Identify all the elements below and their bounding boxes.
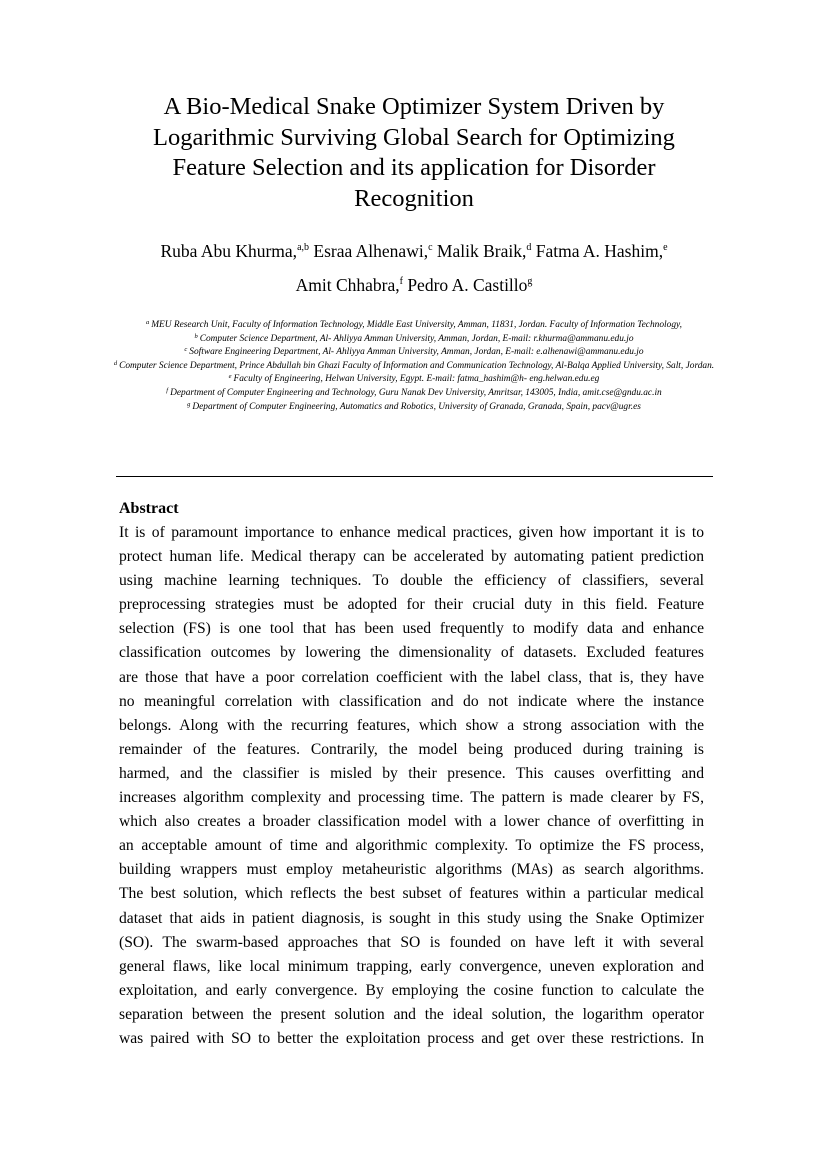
abstract-line: general flaws, like local minimum trapping, early convergence, uneven exploration and [119,957,704,975]
affiliation [110,360,718,374]
paper-title [120,92,708,214]
abstract-line: building wrappers must employ metaheuristic algorithms (MAs) as search algorithms. [119,861,704,879]
title-line: Feature Selection and its application for Disorder [172,154,656,181]
affiliation [110,401,718,415]
affiliation-text: Department of Computer Engineering and Technology, Guru Nanak Dev University, Amritsar, 143005, India, amit.cse@gndu.ac.in [170,387,662,398]
author-affiliation-mark: e [663,242,668,253]
author-affiliation-mark: c [428,242,433,253]
abstract-line: exploitation, and early convergence. By employing the cosine function to calculate the [119,981,704,999]
section-divider [116,476,713,477]
author-name: Malik Braik, [436,241,527,261]
affiliation-text: Faculty of Engineering, Helwan University, Egypt. E-mail: fatma_hashim@h- eng.helwan.edu.eg [233,374,600,385]
author-affiliation-mark: f [399,276,403,287]
author-name: Pedro A. Castillo [407,275,528,295]
author-line [100,270,728,304]
affiliation-mark: f [166,386,169,394]
affiliation-mark: b [194,332,198,340]
title-line: A Bio-Medical Snake Optimizer System Driven by [163,93,665,120]
affiliation [110,387,718,401]
abstract-line: protect human life. Medical therapy can be accelerated by automating patient prediction [119,548,704,566]
affiliation-mark: a [146,319,150,326]
abstract-body [119,521,704,1051]
abstract-line: (SO). The swarm-based approaches that SO is founded on have left it with several [119,933,704,951]
abstract-line: separation between the present solution and the ideal solution, the logarithm operator [119,1005,704,1023]
abstract-line: dataset that aids in patient diagnosis, is sought in this study using the Snake Optimizer [119,909,704,927]
abstract-line: It is of paramount importance to enhance medical practices, given how important it is to [119,524,704,541]
abstract-line: classification outcomes by lowering the dimensionality of datasets. Excluded features [119,644,704,662]
affiliation [110,346,718,360]
author-name: Amit Chhabra, [295,275,400,295]
author-name: Ruba Abu Khurma, [160,241,298,261]
affiliation [110,333,718,347]
affiliation-mark: d [113,359,118,367]
affiliation-text: MEU Research Unit, Faculty of Information Technology, Middle East University, Amman, 11831, Jordan. Faculty of Information Technology, [151,320,682,330]
author-name: Esraa Alhenawi, [313,241,429,261]
author-name: Fatma A. Hashim, [535,241,664,261]
abstract-line: preprocessing strategies must be adopted for their crucial duty in this field. Feature [119,596,704,614]
author-line [100,236,728,270]
abstract-line: an acceptable amount of time and algorithmic complexity. To optimize the FS process, [119,837,704,855]
author-affiliation-mark: a,b [297,242,310,253]
title-line: Recognition [354,184,474,212]
affiliation-mark: c [184,346,188,354]
affiliation-text: Computer Science Department, Al- Ahliyya Amman University, Amman, Jordan, E-mail: r.khurma@ammanu.edu.jo [199,333,634,344]
author-affiliation-mark: g [527,276,533,287]
abstract-line: are those that have a poor correlation coefficient with the label class, that is, they have [119,668,704,686]
abstract-line: using machine learning techniques. To double the efficiency of classifiers, several [119,572,704,590]
affiliation-text: Software Engineering Department, Al- Ahliyya Amman University, Amman, Jordan, E-mail: e.alhenawi@ammanu.edu.jo [189,347,644,358]
affiliation-mark: g [187,400,191,408]
abstract-line: The best solution, which reflects the best subset of features within a particular medical [119,885,704,903]
affiliation [110,319,718,333]
abstract-line: remainder of the features. Contrarily, the model being produced during training is [119,740,704,758]
abstract-line: which also creates a broader classification model with a lower chance of overfitting in [119,813,704,831]
affiliation-mark: e [228,373,232,381]
abstract-line: selection (FS) is one tool that has been used frequently to modify data and enhance [119,620,704,638]
abstract-line: belongs. Along with the recurring features, which show a strong association with the [119,716,704,734]
abstract-line: was paired with SO to better the exploitation process and get over these restrictions. In [119,1029,704,1047]
author-list [100,236,728,304]
abstract-line: increases algorithm complexity and processing time. The pattern is made clearer by FS, [119,789,704,807]
affiliation-text: Computer Science Department, Prince Abdullah bin Ghazi Faculty of Information and Communication Technology, Al-Balqa Applied University, Salt, Jordan. [119,360,715,371]
title-line: Logarithmic Surviving Global Search for Optimizing [153,123,675,151]
abstract-line: no meaningful correlation with classification and do not indicate where the instance [119,692,704,710]
abstract-heading: Abstract [119,500,179,517]
affiliation [110,373,718,387]
affiliation-text: Department of Computer Engineering, Automatics and Robotics, University of Granada, Granada, Spain, pacv@ugr.es [192,401,641,412]
author-affiliation-mark: d [526,242,532,253]
abstract-line: harmed, and the classifier is misled by their presence. This causes overfitting and [119,764,704,782]
affiliation-list [110,319,718,414]
